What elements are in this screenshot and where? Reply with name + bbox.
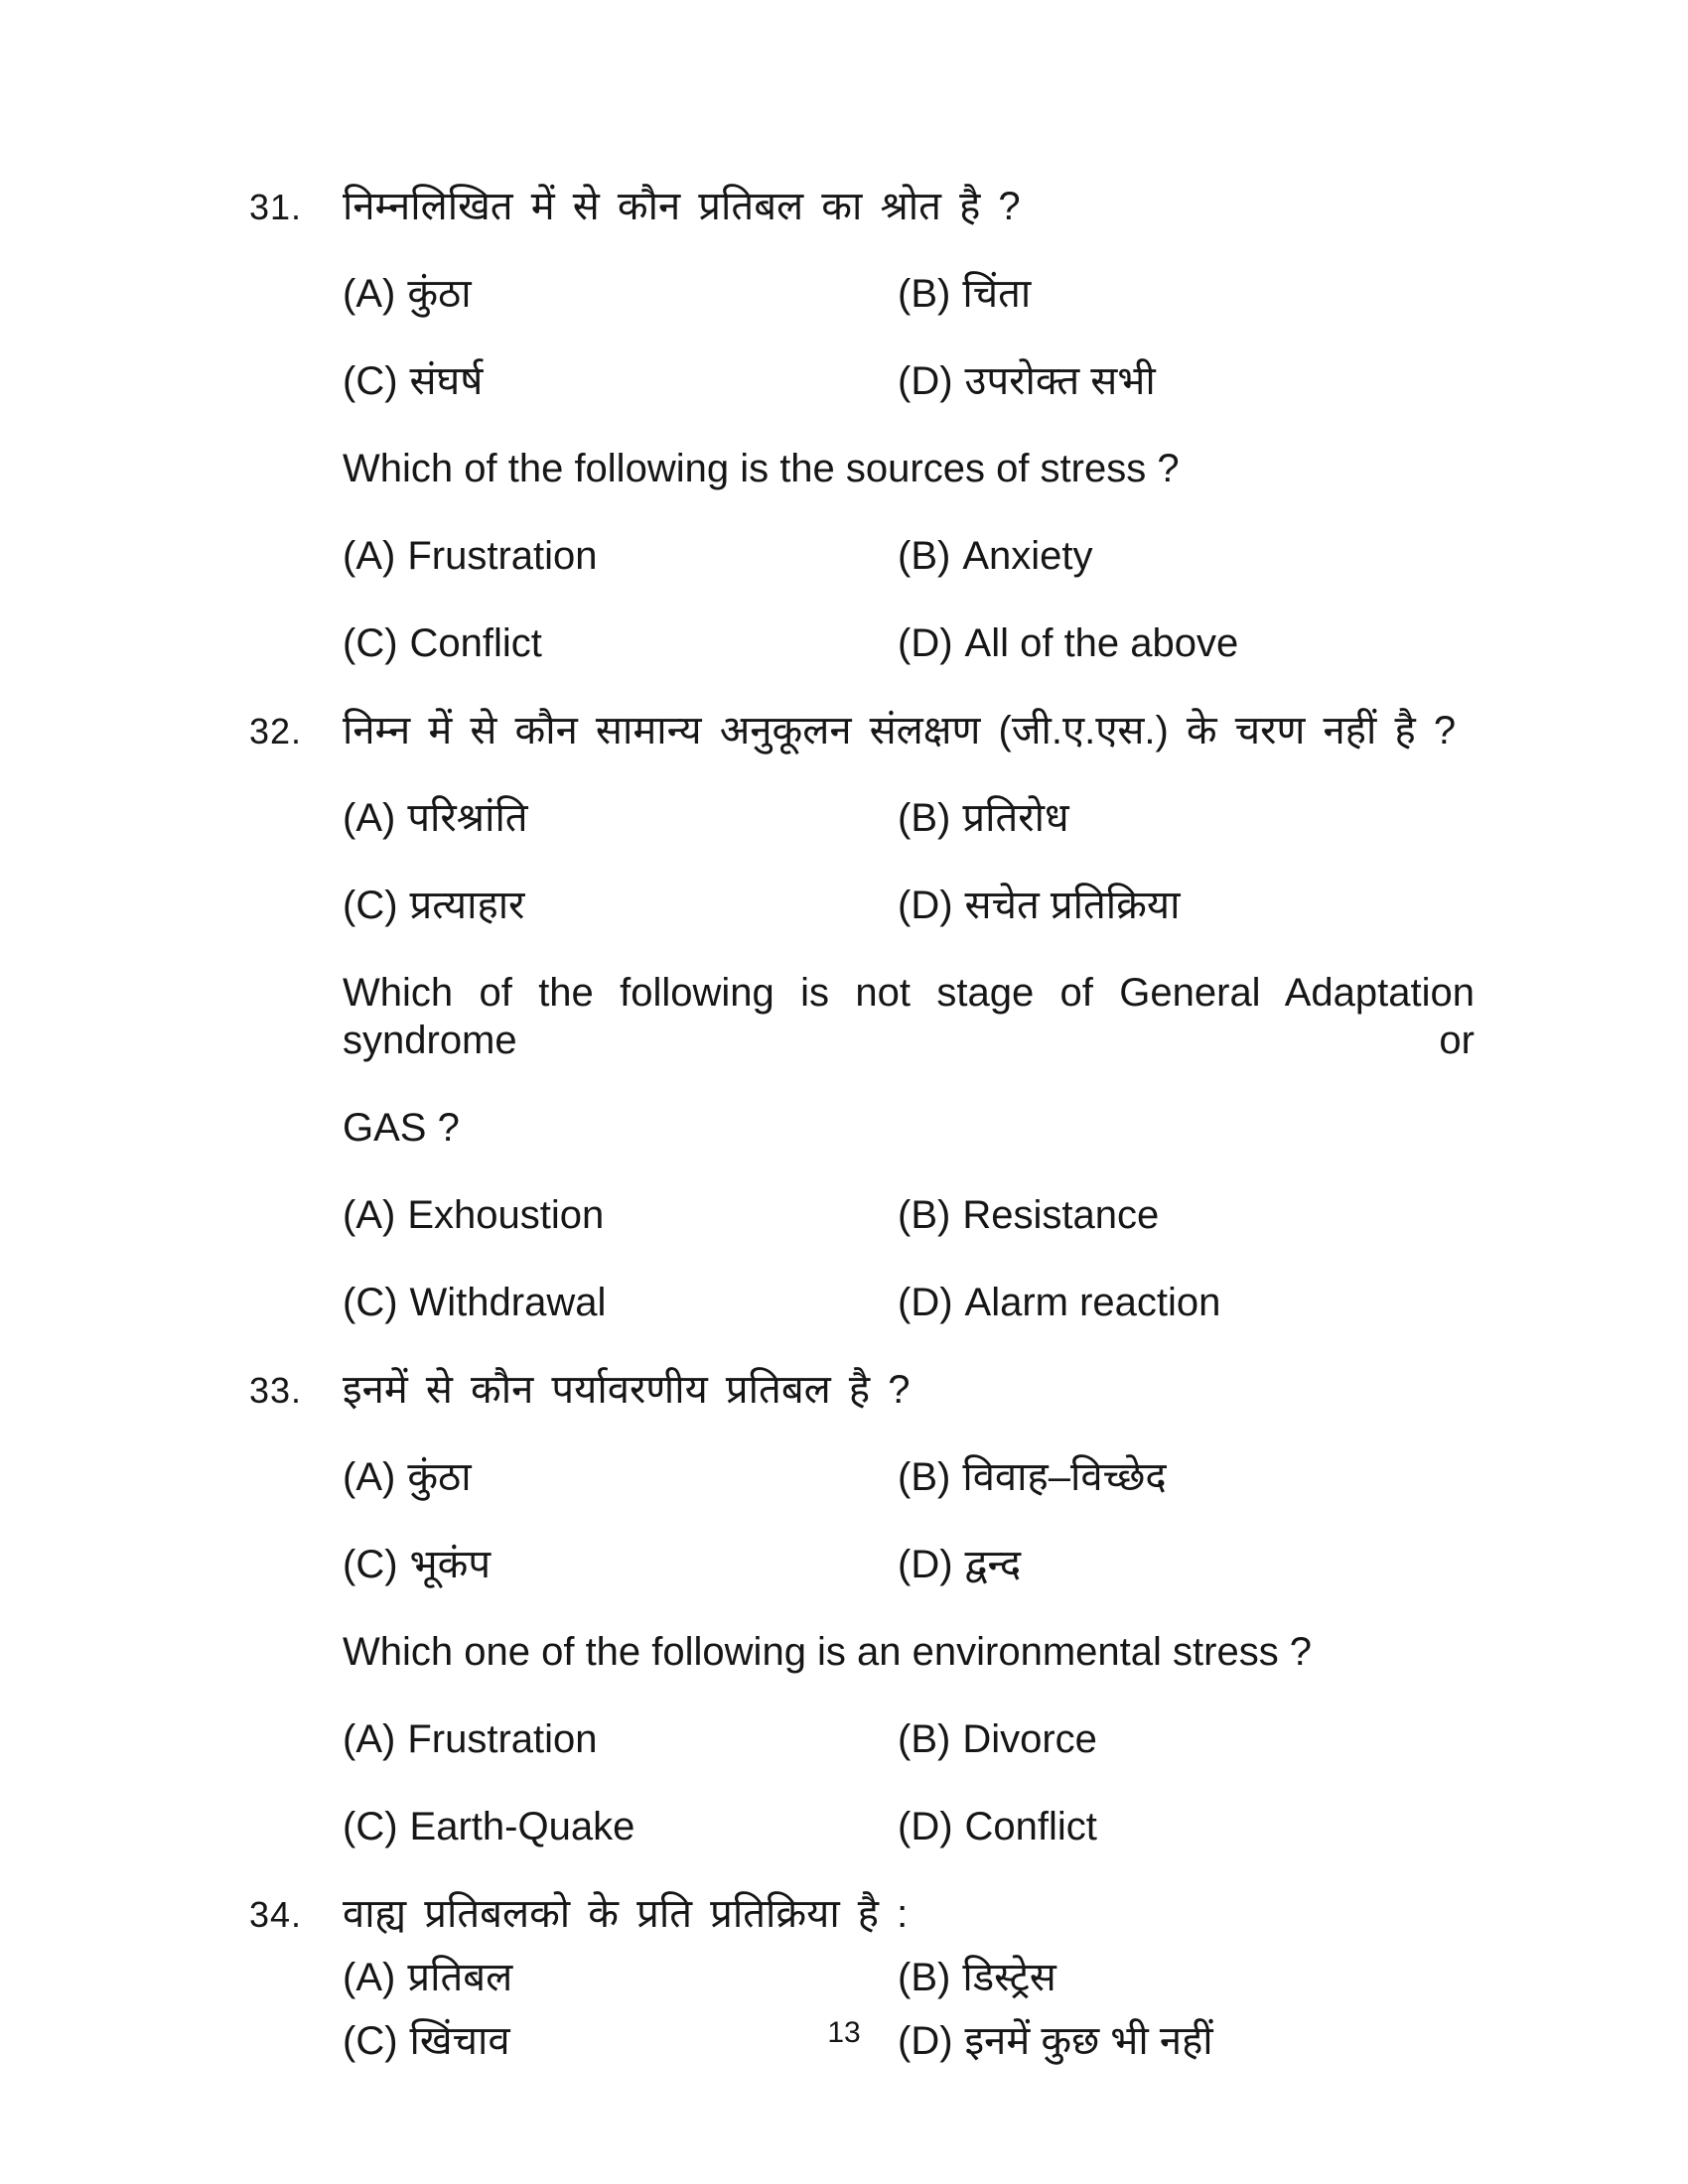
option-a — [343, 1715, 898, 1763]
option-text: चिंता — [962, 272, 1032, 316]
option-text: Withdrawal — [409, 1281, 607, 1324]
option-text: Alarm reaction — [964, 1281, 1221, 1324]
option-label: (C) — [343, 884, 398, 927]
option-label: (B) — [898, 534, 951, 578]
question-number: 33. — [249, 1370, 303, 1411]
option-text: परिश्रांति — [407, 796, 528, 840]
option-d — [898, 357, 1156, 405]
question-33-english — [343, 1628, 1475, 1676]
option-label: (A) — [343, 1956, 396, 1999]
option-label: (D) — [898, 359, 953, 403]
option-b — [898, 1954, 1056, 2001]
option-text: खिंचाव — [409, 2019, 510, 2063]
question-31-english-options-row-2 — [343, 619, 1475, 667]
option-label: (A) — [343, 1717, 396, 1761]
option-text: Conflict — [409, 621, 542, 665]
option-text: Exhoustion — [407, 1193, 605, 1237]
question-33-hindi-options-row-1 — [343, 1453, 1475, 1501]
option-text: संघर्ष — [409, 359, 484, 403]
option-b — [898, 1191, 1159, 1239]
option-text: Anxiety — [962, 534, 1093, 578]
option-text: सचेत प्रतिक्रिया — [964, 884, 1181, 927]
question-33-english-options-row-1 — [343, 1715, 1475, 1763]
option-label: (B) — [898, 272, 951, 316]
option-text: Conflict — [964, 1805, 1097, 1848]
option-text: प्रतिरोध — [962, 796, 1069, 840]
option-text: भूकंप — [409, 1543, 492, 1586]
option-text: Divorce — [962, 1717, 1097, 1761]
option-label: (A) — [343, 1193, 396, 1237]
option-text: उपरोक्त सभी — [964, 359, 1156, 403]
question-32-english-line-1 — [343, 969, 1475, 1064]
option-c — [343, 619, 898, 667]
question-32-hindi — [249, 707, 1475, 754]
question-31-hindi — [249, 183, 1475, 230]
question-text-hindi: इनमें से कौन पर्यावरणीय प्रतिबल है ? — [343, 1368, 911, 1412]
option-label: (A) — [343, 1455, 396, 1499]
question-31-english — [343, 445, 1475, 492]
option-label: (D) — [898, 884, 953, 927]
option-text: डिस्ट्रेस — [962, 1956, 1056, 1999]
option-a — [343, 270, 898, 318]
question-text-english: Which of the following is not stage of General Adaptation syndrome or — [343, 971, 1475, 1062]
option-label: (C) — [343, 621, 398, 665]
question-32-hindi-options-row-1 — [343, 794, 1475, 842]
option-d — [898, 1279, 1220, 1326]
questions-area — [249, 183, 1475, 2081]
option-label: (D) — [898, 1805, 953, 1848]
option-label: (B) — [898, 1455, 951, 1499]
option-label: (C) — [343, 2019, 398, 2063]
question-34-hindi — [249, 1890, 1475, 1938]
question-32-english-line-2 — [343, 1104, 1475, 1152]
question-number: 31. — [249, 187, 303, 227]
page-number: 13 — [827, 2016, 861, 2049]
option-text: All of the above — [964, 621, 1239, 665]
option-d — [898, 1803, 1097, 1850]
option-label: (D) — [898, 1281, 953, 1324]
option-label: (B) — [898, 1956, 951, 1999]
question-33-hindi-options-row-2 — [343, 1541, 1475, 1588]
option-label: (C) — [343, 1281, 398, 1324]
option-label: (B) — [898, 796, 951, 840]
option-c — [343, 882, 898, 929]
question-text-hindi: निम्नलिखित में से कौन प्रतिबल का श्रोत है ? — [343, 185, 1021, 228]
option-c — [343, 1279, 898, 1326]
question-32-english-options-row-2 — [343, 1279, 1475, 1326]
question-number: 34. — [249, 1894, 303, 1935]
option-label: (C) — [343, 1805, 398, 1848]
option-text: कुंठा — [407, 272, 472, 316]
option-label: (A) — [343, 796, 396, 840]
question-text-english: Which one of the following is an environmental stress ? — [343, 1630, 1313, 1674]
option-b — [898, 532, 1093, 580]
option-text: द्वन्द — [964, 1543, 1022, 1586]
option-label: (B) — [898, 1717, 951, 1761]
option-d — [898, 882, 1180, 929]
question-31-hindi-options-row-1 — [343, 270, 1475, 318]
option-text: इनमें कुछ भी नहीं — [964, 2019, 1213, 2063]
option-text: कुंठा — [407, 1455, 472, 1499]
option-label: (D) — [898, 1543, 953, 1586]
question-34-hindi-options-row-1 — [343, 1954, 1475, 2001]
option-d — [898, 1541, 1021, 1588]
option-label: (C) — [343, 1543, 398, 1586]
option-text: Frustration — [407, 1717, 598, 1761]
question-text-english: GAS ? — [343, 1106, 460, 1150]
option-a — [343, 1191, 898, 1239]
option-label: (A) — [343, 272, 396, 316]
question-31-english-options-row-1 — [343, 532, 1475, 580]
option-text: Frustration — [407, 534, 598, 578]
option-b — [898, 1453, 1167, 1501]
option-text: प्रतिबल — [407, 1956, 513, 1999]
option-text: Earth-Quake — [409, 1805, 635, 1848]
question-33-hindi — [249, 1366, 1475, 1414]
question-33-english-options-row-2 — [343, 1803, 1475, 1850]
option-a — [343, 532, 898, 580]
option-label: (B) — [898, 1193, 951, 1237]
option-c — [343, 357, 898, 405]
question-31-hindi-options-row-2 — [343, 357, 1475, 405]
question-text-hindi: वाह्य प्रतिबलको के प्रति प्रतिक्रिया है : — [343, 1892, 909, 1936]
option-a — [343, 1954, 898, 2001]
option-a — [343, 794, 898, 842]
question-32-hindi-options-row-2 — [343, 882, 1475, 929]
question-text-hindi: निम्न में से कौन सामान्य अनुकूलन संलक्षण (जी.ए.एस.) के चरण नहीं है ? — [343, 709, 1457, 752]
option-text: Resistance — [962, 1193, 1160, 1237]
option-c — [343, 1803, 898, 1850]
question-32-english-options-row-1 — [343, 1191, 1475, 1239]
option-label: (A) — [343, 534, 396, 578]
option-text: प्रत्याहार — [409, 884, 525, 927]
option-label: (D) — [898, 621, 953, 665]
option-label: (D) — [898, 2019, 953, 2063]
option-label: (C) — [343, 359, 398, 403]
question-text-english: Which of the following is the sources of stress ? — [343, 447, 1180, 490]
option-b — [898, 270, 1031, 318]
question-number: 32. — [249, 711, 303, 751]
option-c — [343, 1541, 898, 1588]
option-a — [343, 1453, 898, 1501]
option-text: विवाह–विच्छेद — [962, 1455, 1167, 1499]
option-d — [898, 619, 1238, 667]
option-b — [898, 1715, 1097, 1763]
option-b — [898, 794, 1069, 842]
